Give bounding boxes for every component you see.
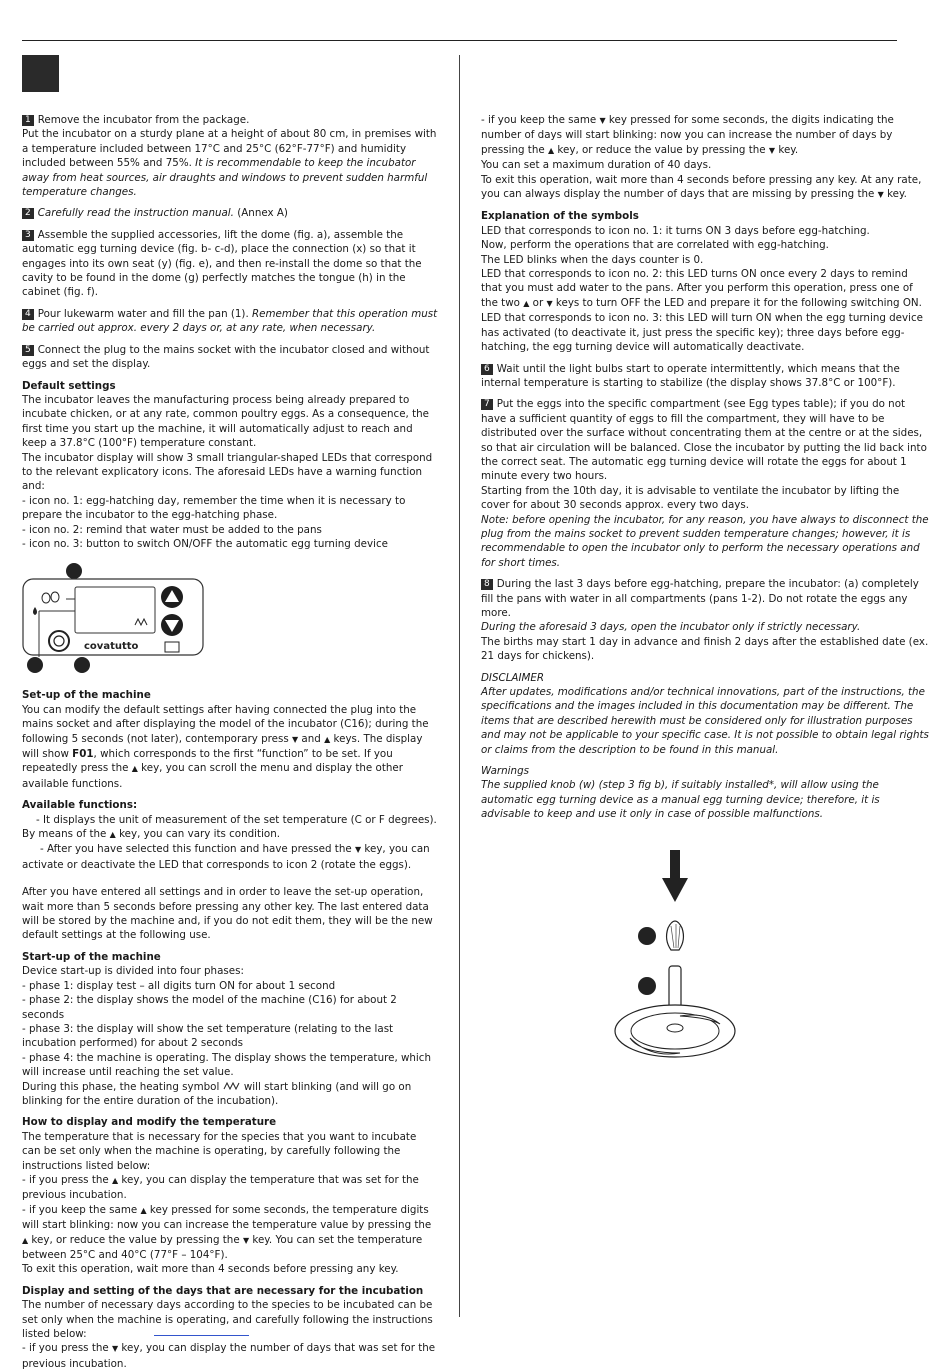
after-settings-text: After you have entered all settings and in order to leave the set-up operation, wait more than 5 seconds before pressing any other key. The last entered data will be stored by the machine and, if you do not edit them, they will be the new default settings at the following use. (22, 886, 433, 942)
setup-text: You can modify the default settings after having connected the plug into the mains socket and after displaying the model of the incubator (C16); during the following 5 seconds (not later), contemporary press ▼ and ▲ keys. The display will show F01, which corresponds to the first “function” to be set. If you repeatedly press the ▲ key, you can scroll the menu and display the other available functions. (22, 703, 429, 790)
days-text-1: The number of necessary days according to the species to be incubated can be set only when the machine is operating, and carefully following the instructions listed below: (22, 1299, 433, 1341)
step-1-text: Put the incubator on a sturdy plane at a height of about 80 cm, in premises with a temperature included between 17°C and 25°C (62°F-77°F) and humidity included between 55% and 75%. It is recommendable to keep the incubator away from heat sources, air draughts and windows to prevent sudden harmful temperature changes. (22, 128, 437, 199)
startup-text-3: - phase 2: the display shows the model of the machine (C16) for about 2 seconds (22, 994, 397, 1021)
symbols-text-1: LED that corresponds to icon no. 1: it turns ON 3 days before egg-hatching. (481, 224, 870, 237)
step-2: 2 Carefully read the instruction manual. (Annex A) (22, 206, 438, 220)
left-column (22, 113, 438, 1371)
startup-text-1: Device start-up is divided into four phases: (22, 965, 244, 978)
disclaimer-heading: DISCLAIMER (481, 671, 545, 684)
step-6: 6 Wait until the light bulbs start to operate intermittently, which means that the internal temperature is starting to stabilize (the display shows 37.8°C or 100°F). (481, 362, 900, 389)
knob-figure (610, 848, 750, 1073)
down-key-icon[interactable] (161, 614, 183, 636)
startup-text-2: - phase 1: display test – all digits turn ON for about 1 second (22, 979, 336, 992)
temperature-text-1: The temperature that is necessary for the species that you want to incubate can be set only when the machine is operating, by carefully following the instructions listed below: (22, 1130, 417, 1172)
setup-heading: Set-up of the machine (22, 689, 151, 702)
disclaimer-text: After updates, modifications and/or technical innovations, part of the instructions, the specifications and the images included in this documentation may be different. The items that are described herewith must be considered only for illustration purposes and may not be applicable to your specific case. It is not possible to obtain legal rights or claims from the description to be found in this manual. (481, 686, 929, 756)
callout-dot-x (638, 977, 656, 995)
step-5: 5 Connect the plug to the mains socket with the incubator closed and without eggs and set the display. (22, 343, 430, 371)
control-panel-svg (22, 563, 222, 681)
warnings-heading: Warnings (481, 765, 529, 778)
rotate-icon (49, 631, 69, 651)
available-text-2: - After you have selected this function and have pressed the ▼ key, you can activate or deactivate the LED that corresponds to icon 2 (rotate the eggs). (22, 843, 430, 871)
default-text-2: The incubator display will show 3 small triangular-shaped LEDs that correspond to the relevant explicatory icons. The aforesaid LEDs have a warning function and: (22, 451, 433, 493)
step-1: 1 Remove the incubator from the package. (22, 113, 438, 127)
startup-text-5: - phase 4: the machine is operating. The display shows the temperature, which will increase until reaching the set value. (22, 1051, 431, 1079)
callout-dot-3 (74, 657, 90, 673)
temperature-text-4: To exit this operation, wait more than 4 seconds before pressing any key. (22, 1263, 399, 1276)
default-settings-heading: Default settings (22, 379, 116, 392)
heating-symbol-icon (223, 1081, 241, 1090)
days-text-5: To exit this operation, wait more than 4 seconds before pressing any key. At any rate, you can always display the number of days that are missing by pressing the ▼ key. (481, 173, 922, 201)
symbols-text-4: LED that corresponds to icon no. 2: this LED turns ON once every 2 days to remind that you must add water to the pans. After you perform this operation, press one of the two ▲ or ▼ keys to turn OFF the LED and prepare it for the following switching ON. (481, 268, 922, 309)
symbols-text-3: The LED blinks when the days counter is 0. (481, 253, 704, 266)
temperature-heading: How to display and modify the temperature (22, 1116, 277, 1129)
footer-link-underline (154, 1335, 249, 1336)
step-7-note: Note: before opening the incubator, for any reason, you have always to disconnect the plug from the mains socket to prevent sudden temperature changes; however, it is recommendable to open the incubator only to perform the necessary operations and for short times. (481, 513, 929, 569)
symbols-heading: Explanation of the symbols (481, 210, 639, 223)
temperature-text-2: - if you press the ▲ key, you can display the temperature that was set for the previous incubation. (22, 1173, 419, 1202)
step-8-text-2: During the aforesaid 3 days, open the incubator only if strictly necessary. (481, 621, 861, 634)
shaft-icon (669, 966, 681, 1008)
step-8: 8 During the last 3 days before egg-hatching, prepare the incubator: (a) completely fill the pans with water in all compartments (pans 1-2). Do not rotate the eggs any more. (481, 578, 919, 619)
symbols-text-5: LED that corresponds to icon no. 3: this LED will turn ON when the egg turning device has activated (to deactivate it, just press the specific key); three days before egg-hatching, the egg turning device will automatically deactivate. (481, 312, 923, 354)
step-7-text-2: Starting from the 10th day, it is advisable to ventilate the incubator by lifting the cover for about 30 seconds approx. every two days. (481, 484, 900, 512)
knob-icon (667, 921, 684, 950)
right-column (481, 113, 929, 822)
startup-text-4: - phase 3: the display will show the set temperature (relating to the last incubation performed) for about 2 seconds (22, 1022, 394, 1050)
callout-dot-w (638, 927, 656, 945)
callout-dot-2 (27, 657, 43, 673)
default-text-3: - icon no. 1: egg-hatching day, remember the time when it is necessary to prepare the incubator to the egg-hatching phase. (22, 494, 406, 522)
callout-dot-1 (66, 563, 82, 579)
available-functions-heading: Available functions: (22, 799, 138, 812)
days-text-3: - if you keep the same ▼ key pressed for some seconds, the digits indicating the number of days will start blinking: now you can increase the number of days by pressing the ▲ key, or reduce the value by pressing the ▼ key. (481, 114, 894, 156)
step-7: 7 Put the eggs into the specific compartment (see Egg types table); if you do not have a sufficient quantity of eggs to fill the compartment, they will have to be distributed over the surface without concentrating them at the centre or at the sides, so that air circulation will be balanced. Close the incubator by putting the lid back into the correct seat. The automatic egg turning device will rotate the eggs for about 1 minute every two hours. (481, 398, 927, 483)
up-key-icon[interactable] (161, 586, 183, 608)
arrow-down-icon (662, 850, 688, 902)
section-marker (22, 55, 59, 92)
column-divider (459, 55, 460, 1317)
top-rule (22, 40, 897, 41)
temperature-text-3: - if you keep the same ▲ key pressed for some seconds, the temperature digits will start blinking: now you can increase the temperature value by pressing the ▲ key, or reduce the value by pressing the ▼ key. You can set the temperature between 25°C and 40°C (77°F – 104°F). (22, 1203, 432, 1261)
symbols-text-2: Now, perform the operations that are correlated with egg-hatching. (481, 239, 829, 252)
turning-plate-icon (615, 1005, 735, 1057)
step-4: 4 Pour lukewarm water and fill the pan (1). Remember that this operation must be carried out approx. every 2 days or, at any rate, when necessary. (22, 307, 438, 335)
default-text-5: - icon no. 3: button to switch ON/OFF the automatic egg turning device (22, 537, 388, 550)
days-text-2: - if you press the ▼ key, you can display the number of days that was set for the previous incubation. (22, 1342, 436, 1370)
step-3: 3 Assemble the supplied accessories, lift the dome (fig. a), assemble the automatic egg turning device (fig. b- c-d), place the connection (x) so that it engages into its own seat (y) (fig. e), and then re-install the dome so that the cavity to be found in the dome (g) perfectly matches the tongue (h) in the cabinet (fig. f). (22, 228, 422, 299)
days-text-4: You can set a maximum duration of 40 days. (481, 159, 712, 172)
available-text-1: - It displays the unit of measurement of the set temperature (C or F degrees). By means of the ▲ key, you can vary its condition. (22, 813, 437, 841)
startup-text-6: During this phase, the heating symbol will start blinking (and will go on blinking for the entire duration of the incubation). (22, 1080, 412, 1107)
control-panel-figure (22, 563, 438, 681)
warnings-text: The supplied knob (w) (step 3 fig b), if suitably installed*, will allow using the automatic egg turning device as a manual egg turning device; therefore, it is advisable to keep and use it only in case of possible malfunctions. (481, 779, 880, 821)
default-text-4: - icon no. 2: remind that water must be added to the pans (22, 523, 322, 536)
days-heading: Display and setting of the days that are necessary for the incubation (22, 1284, 424, 1297)
default-text-1: The incubator leaves the manufacturing process being already prepared to incubate chicken, or at any rate, common poultry eggs. As a consequence, the first time you start up the machine, it will automatically adjust to reach and keep a 37.8°C (100°F) temperature constant. (22, 393, 429, 450)
panel-brand: covatutto (84, 641, 139, 653)
step-8-text-3: The births may start 1 day in advance and finish 2 days after the established date (ex. 21 days for chickens). (481, 635, 929, 663)
startup-heading: Start-up of the machine (22, 950, 161, 963)
